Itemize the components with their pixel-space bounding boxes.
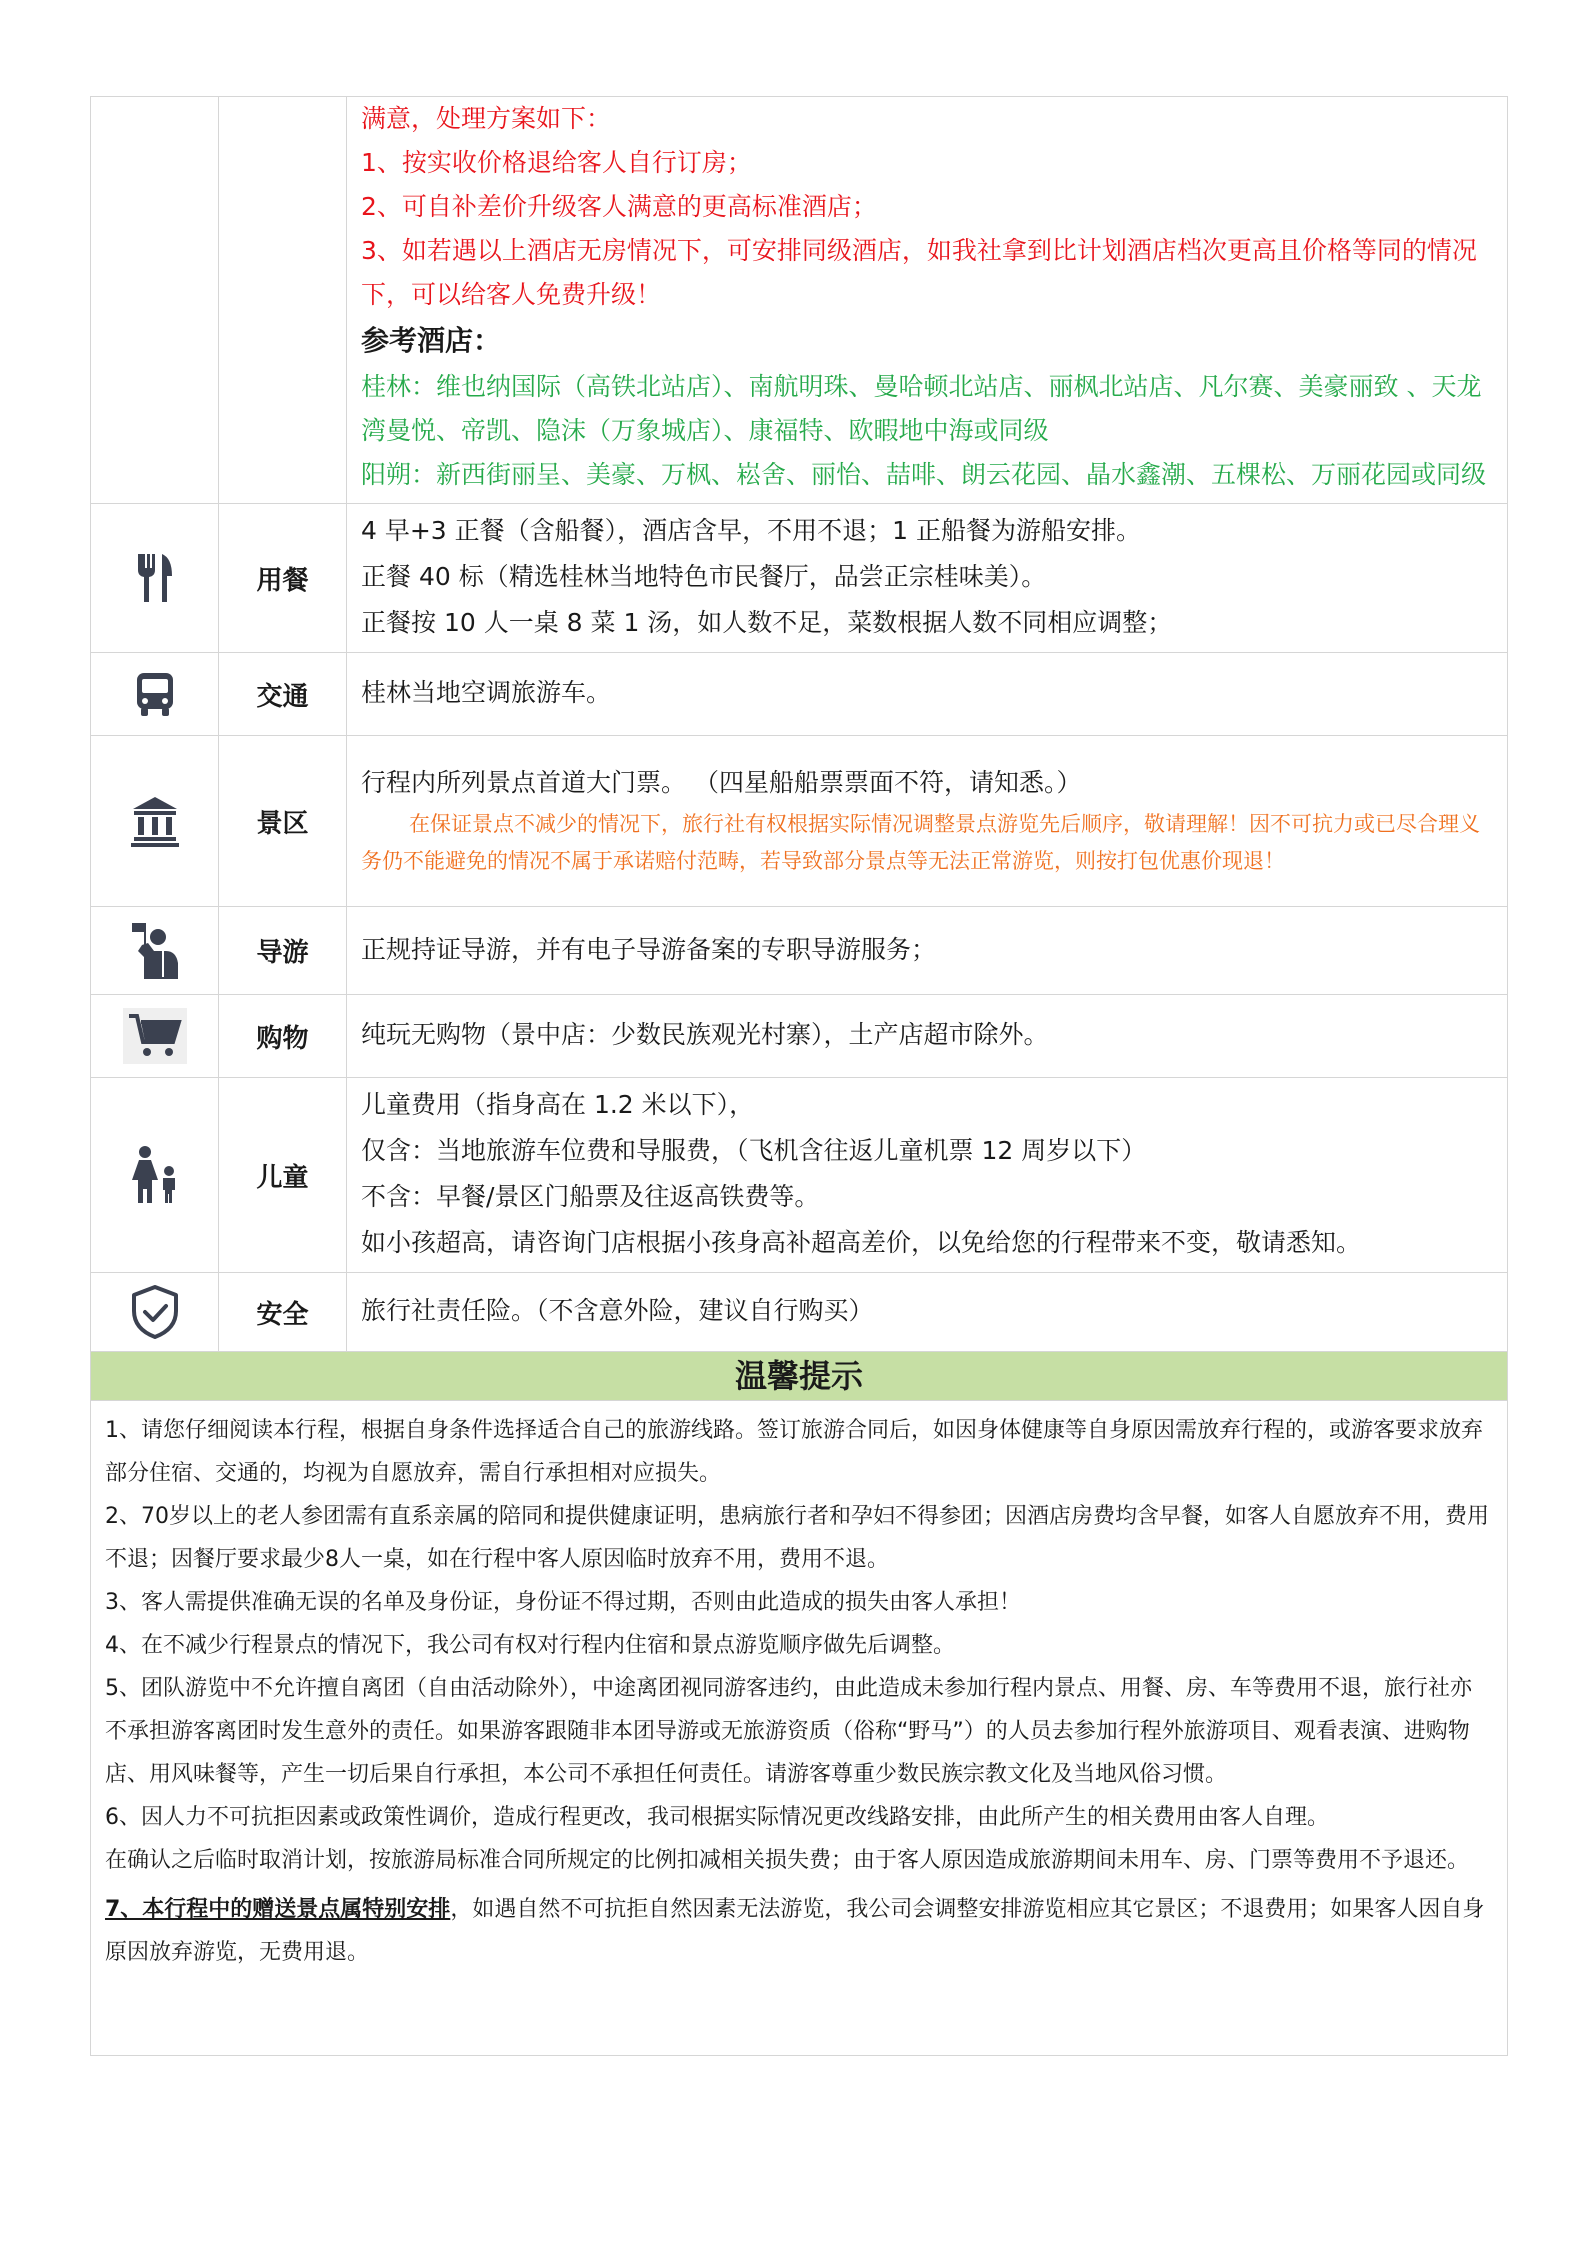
tip-item: 2、70岁以上的老人参团需有直系亲属的陪同和提供健康证明，患病旅行者和孕妇不得参团；因酒店房费均含早餐，如客人自愿放弃不用，费用不退；因餐厅要求最少8人一桌，如在行程中客人原因临时放弃不用，费用不退。 (105, 1504, 1489, 1572)
hotel-icon-cell (91, 97, 219, 504)
tip-item: 6、因人力不可抗拒因素或政策性调价，造成行程更改，我司根据实际情况更改线路安排，由此所产生的相关费用由客人自理。 (105, 1805, 1330, 1830)
utensils-icon (135, 552, 175, 604)
hotel-row (91, 97, 1508, 504)
tip-item-7-bold: 7、本行程中的赠送景点属特别安排 (105, 1897, 451, 1922)
guide-label: 导游 (219, 907, 347, 995)
transport-line: 桂林当地空调旅游车。 (361, 678, 612, 707)
guide-row (91, 907, 1508, 995)
transport-label: 交通 (219, 653, 347, 736)
tip-item-7 (105, 1888, 1493, 1974)
tip-item: 3、客人需提供准确无误的名单及身份证，身份证不得过期，否则由此造成的损失由客人承担！ (105, 1590, 1022, 1615)
tips-body (90, 1401, 1508, 2056)
scenic-note-text: 在保证景点不减少的情况下，旅行社有权根据实际情况调整景点游览先后顺序，敬请理解！因不可抗力或已尽合理义务仍不能避免的情况不属于承诺赔付范畴，若导致部分景点等无法正常游览，则按打包优惠价现退！ (361, 812, 1480, 873)
meal-line: 4 早+3 正餐（含船餐），酒店含早，不用不退；1 正船餐为游船安排。 (361, 516, 1142, 545)
children-row (91, 1078, 1508, 1273)
hotel-policy-line: 满意，处理方案如下： (361, 104, 612, 133)
meal-content (347, 504, 1508, 653)
transport-row (91, 653, 1508, 736)
children-label: 儿童 (219, 1078, 347, 1273)
scenic-content (347, 736, 1508, 907)
scenic-row (91, 736, 1508, 907)
bus-icon (133, 671, 177, 717)
parent-child-icon (129, 1145, 181, 1205)
scenic-label: 景区 (219, 736, 347, 907)
shopping-cart-icon (123, 1008, 187, 1064)
hotel-content (347, 97, 1508, 504)
children-content (347, 1078, 1508, 1273)
safety-row (91, 1273, 1508, 1352)
guilin-hotels: 桂林：维也纳国际（高铁北站店）、南航明珠、曼哈顿北站店、丽枫北站店、凡尔赛、美豪丽致 、天龙湾曼悦、帝凯、隐沫（万象城店）、康福特、欧暇地中海或同级 (361, 372, 1482, 445)
shopping-row (91, 995, 1508, 1078)
children-line: 仅含：当地旅游车位费和导服费，（飞机含往返儿童机票 12 周岁以下） (361, 1136, 1147, 1165)
meal-row (91, 504, 1508, 653)
meal-line: 正餐按 10 人一桌 8 菜 1 汤，如人数不足，菜数根据人数不同相应调整； (361, 608, 1173, 637)
hotel-policy-line: 2、可自补差价升级客人满意的更高标准酒店； (361, 192, 877, 221)
tip-item: 在确认之后临时取消计划，按旅游局标准合同所规定的比例扣减相关损失费；由于客人原因造成旅游期间未用车、房、门票等费用不予退还。 (105, 1848, 1470, 1873)
children-line: 如小孩超高，请咨询门店根据小孩身高补超高差价，以免给您的行程带来不变，敬请悉知。 (361, 1228, 1362, 1257)
guide-content (347, 907, 1508, 995)
tour-guide-icon (128, 921, 182, 981)
shield-check-icon (129, 1284, 181, 1340)
service-table (90, 96, 1508, 1352)
tip-item: 5、团队游览中不允许擅自离团（自由活动除外），中途离团视同游客违约，由此造成未参加行程内景点、用餐、房、车等费用不退，旅行社亦不承担游客离团时发生意外的责任。如果游客跟随非本团导游或无旅游资质（俗称“野马”）的人员去参加行程外旅游项目、观看表演、进购物店、用风味餐等，产生一切后果自行承担，本公司不承担任何责任。请游客尊重少数民族宗教文化及当地风俗习惯。 (105, 1676, 1473, 1787)
children-line: 不含：早餐/景区门船票及往返高铁费等。 (361, 1182, 820, 1211)
tip-item: 4、在不减少行程景点的情况下，我公司有权对行程内住宿和景点游览顺序做先后调整。 (105, 1633, 955, 1658)
reference-hotels-title: 参考酒店： (361, 324, 502, 357)
shopping-content (347, 995, 1508, 1078)
meal-label: 用餐 (219, 504, 347, 653)
landmark-icon (129, 795, 181, 847)
scenic-note (361, 806, 1495, 880)
hotel-label-cell (219, 97, 347, 504)
tip-item: 1、请您仔细阅读本行程，根据自身条件选择适合自己的旅游线路。签订旅游合同后，如因身体健康等自身原因需放弃行程的，或游客要求放弃部分住宿、交通的，均视为自愿放弃，需自行承担相对应损失。 (105, 1418, 1484, 1486)
transport-content (347, 653, 1508, 736)
yangshuo-hotels: 阳朔：新西街丽呈、美豪、万枫、崧舍、丽怡、喆啡、朗云花园、晶水鑫潮、五棵松、万丽花园或同级 (361, 460, 1487, 489)
tip-item-7-rest: ，如遇自然不可抗拒自然因素无法游览，我公司会调整安排游览相应其它景区；不退费用；如果客人因自身原因放弃游览，无费用退。 (105, 1897, 1485, 1965)
hotel-policy-line: 1、按实收价格退给客人自行订房； (361, 148, 752, 177)
tips-title: 温馨提示 (90, 1352, 1508, 1401)
itinerary-page (90, 96, 1508, 2056)
hotel-policy-line: 3、如若遇以上酒店无房情况下，可安排同级酒店，如我社拿到比计划酒店档次更高且价格等同的情况下，可以给客人免费升级！ (361, 236, 1477, 309)
shopping-label: 购物 (219, 995, 347, 1078)
safety-content (347, 1273, 1508, 1352)
meal-line: 正餐 40 标（精选桂林当地特色市民餐厅，品尝正宗桂味美）。 (361, 562, 1047, 591)
safety-line: 旅行社责任险。（不含意外险，建议自行购买） (361, 1296, 874, 1325)
safety-label: 安全 (219, 1273, 347, 1352)
guide-line: 正规持证导游，并有电子导游备案的专职导游服务； (361, 934, 937, 964)
shopping-line: 纯玩无购物（景中店：少数民族观光村寨），土产店超市除外。 (361, 1020, 1049, 1049)
children-line: 儿童费用（指身高在 1.2 米以下）， (361, 1090, 755, 1119)
scenic-line: 行程内所列景点首道大门票。 （四星船船票票面不符，请知悉。） (361, 768, 1082, 797)
